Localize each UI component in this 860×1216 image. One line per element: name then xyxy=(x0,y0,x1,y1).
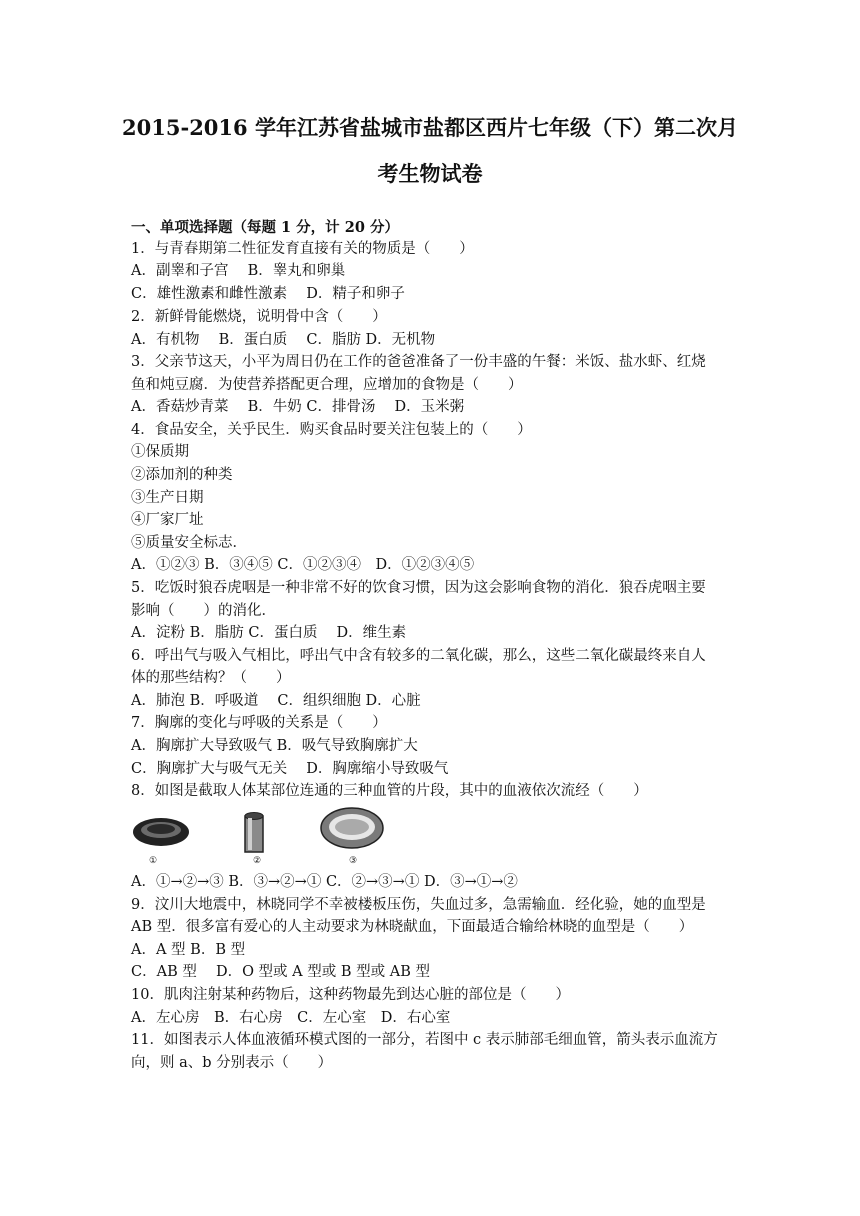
q7-options-row1: A．胸廓扩大导致吸气 B．吸气导致胸廓扩大 xyxy=(131,738,418,754)
q5-stem-line2: 影响（ ）的消化． xyxy=(131,603,276,619)
q10-options: A．左心房 B．右心房 C．左心室 D．右心室 xyxy=(131,1010,451,1026)
q6-stem-line1: 6．呼出气与吸入气相比，呼出气中含有较多的二氧化碳，那么，这些二氧化碳最终来自人 xyxy=(131,648,706,664)
blood-vessel-figure xyxy=(131,806,401,872)
q4-stem: 4．食品安全，关乎民生．购买食品时要关注包装上的（ ） xyxy=(131,422,532,438)
q4-item5: ⑤质量安全标志． xyxy=(131,535,247,551)
q4-item3: ③生产日期 xyxy=(131,490,204,506)
exam-title-line2: 考生物试卷 xyxy=(377,161,483,186)
q4-item1: ①保质期 xyxy=(131,444,189,460)
figure-label-3: ③ xyxy=(349,856,358,866)
q1-options-row2: C．雄性激素和雌性激素 D．精子和卵子 xyxy=(131,286,405,302)
q6-stem-line2: 体的那些结构？（ ） xyxy=(131,670,291,686)
q8-stem: 8．如图是截取人体某部位连通的三种血管的片段，其中的血液依次流经（ ） xyxy=(131,783,648,799)
q5-options: A．淀粉 B．脂肪 C．蛋白质 D．维生素 xyxy=(131,625,407,641)
q7-options-row2: C．胸廓扩大与吸气无关 D．胸廓缩小导致吸气 xyxy=(131,761,449,777)
q9-stem-line2: AB 型．很多富有爱心的人主动要求为林晓献血，下面最适合输给林晓的血型是（ ） xyxy=(131,919,694,935)
q9-options-row2: C．AB 型 D．O 型或 A 型或 B 型或 AB 型 xyxy=(131,964,430,980)
q2-options: A．有机物 B．蛋白质 C．脂肪 D．无机物 xyxy=(131,332,436,348)
q3-options: A．香菇炒青菜 B．牛奶 C．排骨汤 D．玉米粥 xyxy=(131,399,465,415)
q6-options: A．肺泡 B．呼吸道 C．组织细胞 D．心脏 xyxy=(131,693,421,709)
q11-stem-line1: 11．如图表示人体血液循环模式图的一部分，若图中 c 表示肺部毛细血管，箭头表示血流方 xyxy=(131,1032,718,1048)
q8-options: A．①→②→③ B．③→②→① C．②→③→① D．③→①→② xyxy=(131,874,518,890)
q7-stem: 7．胸廓的变化与呼吸的关系是（ ） xyxy=(131,715,387,731)
q4-item2: ②添加剂的种类 xyxy=(131,467,233,483)
q10-stem: 10．肌肉注射某种药物后，这种药物最先到达心脏的部位是（ ） xyxy=(131,987,570,1003)
q11-stem-line2: 向，则 a、b 分别表示（ ） xyxy=(131,1055,333,1071)
section-heading: 一、单项选择题（每题 1 分，计 20 分） xyxy=(131,219,399,236)
q4-item4: ④厂家厂址 xyxy=(131,512,204,528)
artery-cross-section-image xyxy=(131,812,193,872)
q5-stem-line1: 5．吃饭时狼吞虎咽是一种非常不好的饮食习惯，因为这会影响食物的消化．狼吞虎咽主要 xyxy=(131,580,706,596)
figure-label-2: ② xyxy=(253,856,262,866)
q1-options-row1: A．副睾和子宫 B．睾丸和卵巢 xyxy=(131,263,346,279)
q3-stem-line2: 鱼和炖豆腐．为使营养搭配更合理，应增加的食物是（ ） xyxy=(131,377,523,393)
q9-options-row1: A．A 型 B．B 型 xyxy=(131,942,246,958)
exam-title-line1: 2015-2016 学年江苏省盐城市盐都区西片七年级（下）第二次月 xyxy=(122,115,738,140)
q1-stem: 1．与青春期第二性征发育直接有关的物质是（ ） xyxy=(131,241,474,257)
q2-stem: 2．新鲜骨能燃烧，说明骨中含（ ） xyxy=(131,309,387,325)
q9-stem-line1: 9．汶川大地震中，林晓同学不幸被楼板压伤，失血过多，急需输血．经化验，她的血型是 xyxy=(131,897,706,913)
figure-label-1: ① xyxy=(149,856,158,866)
q3-stem-line1: 3．父亲节这天，小平为周日仍在工作的爸爸准备了一份丰盛的午餐：米饭、盐水虾、红烧 xyxy=(131,354,706,370)
q4-options: A．①②③ B．③④⑤ C．①②③④ D．①②③④⑤ xyxy=(131,557,475,573)
